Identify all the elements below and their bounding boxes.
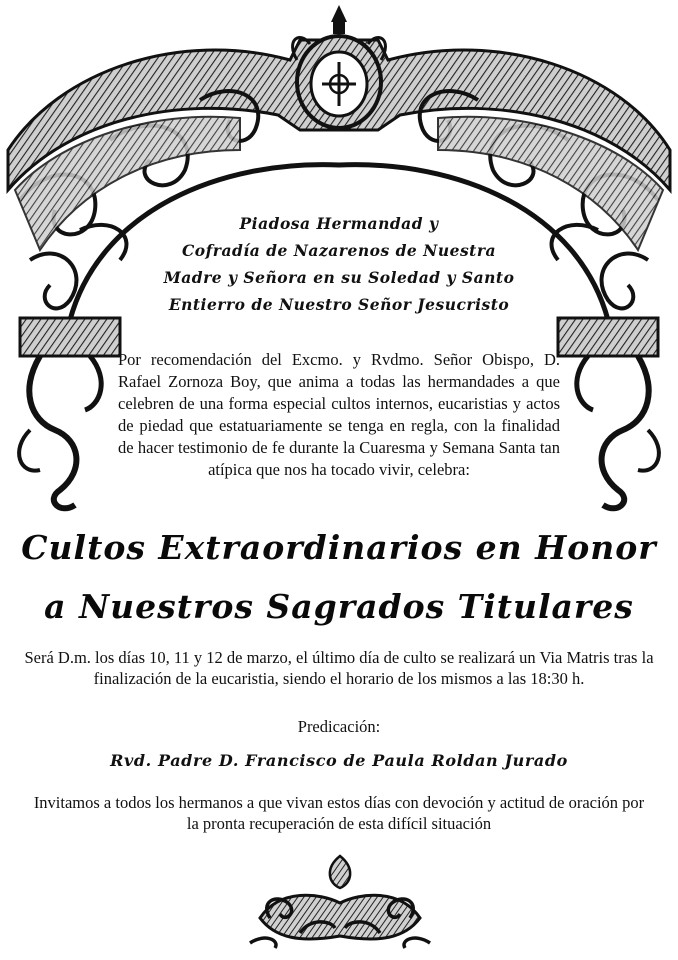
- brotherhood-name-line-4: Entierro de Nuestro Señor Jesucristo: [168, 295, 510, 314]
- crest-icon: [293, 5, 386, 128]
- brotherhood-name: [110, 210, 568, 318]
- brotherhood-name-line-1: Piadosa Hermandad y: [239, 214, 439, 233]
- main-title-line-1: Cultos Extraordinarios en Honor: [21, 528, 657, 567]
- main-title-line-2: a Nuestros Sagrados Titulares: [44, 587, 634, 626]
- intro-paragraph: Por recomendación del Excmo. y Rvdmo. Señor Obispo, D. Rafael Zornoza Boy, que anima a todas las hermandades a que celebren de una forma especial cultos internos, eucaristias y actos de piedad que estatuariamente se tenga en regla, con la finalidad de hacer testimonio de fe durante la Cuaresma y Semana Santa tan atípica que nos ha tocado vivir, celebra:: [118, 350, 560, 479]
- dates-paragraph: Será D.m. los días 10, 11 y 12 de marzo, el último día de culto se realizará un Via Matris tras la finalización de la eucaristia, siendo el horario de los mismos a las 18:30 h.: [24, 648, 654, 688]
- brotherhood-name-line-2: Cofradía de Nazarenos de Nuestra: [181, 241, 497, 260]
- invitation-paragraph: Invitamos a todos los hermanos a que vivan estos días con devoción y actitud de oración por la pronta recuperación de esta difícil situación: [33, 793, 645, 833]
- preacher-name: Rvd. Padre D. Francisco de Paula Roldan Jurado: [110, 751, 568, 770]
- baroque-bottom-ornament: [240, 848, 440, 953]
- predication-label: Predicación:: [297, 717, 381, 736]
- brotherhood-name-line-3: Madre y Señora en su Soledad y Santo: [163, 268, 515, 287]
